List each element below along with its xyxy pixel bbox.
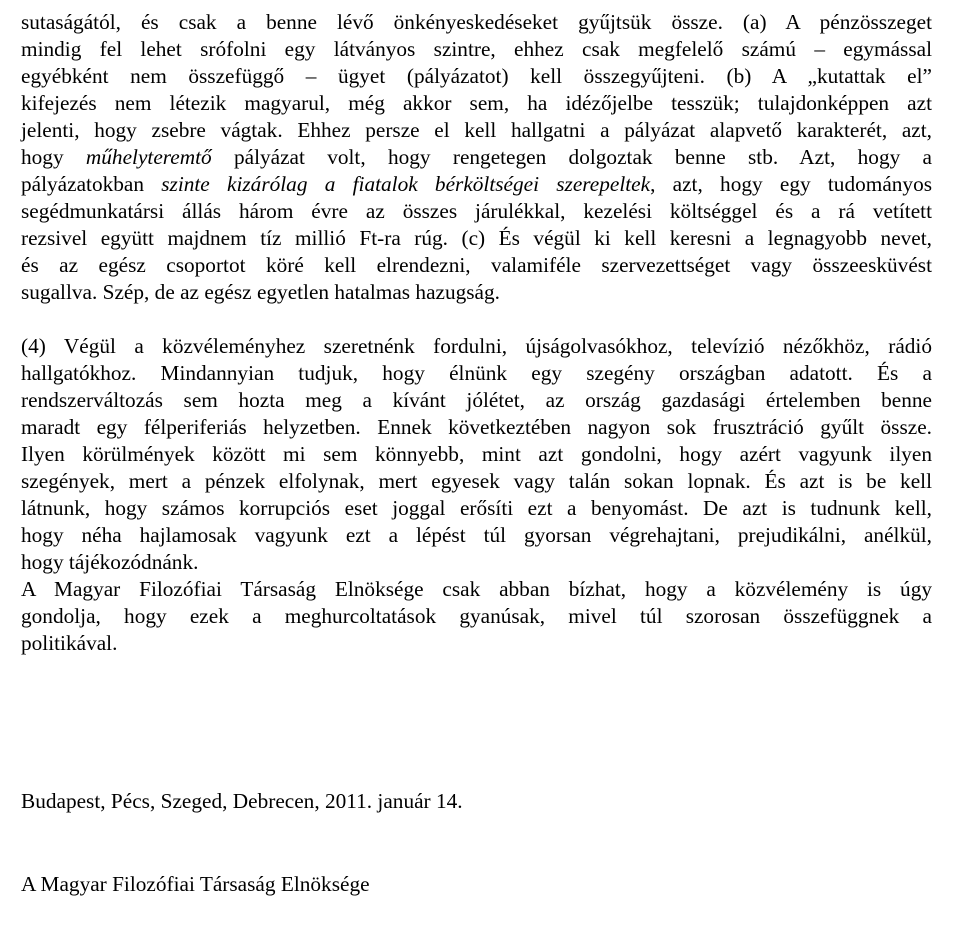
text-segment: segédmunkatársi állás három évre az összes járulékkal, kezelési költséggel és a rá vetített bbox=[21, 199, 932, 223]
text-segment: A Magyar Filozófiai Társaság Elnöksége csak abban bízhat, hogy a közvélemény is úgy bbox=[21, 577, 932, 601]
text-segment: mindig fel lehet srófolni egy látványos szintre, ehhez csak megfelelő számú – egymással bbox=[21, 37, 932, 61]
text-line bbox=[21, 495, 932, 522]
text-segment: politikával. bbox=[21, 631, 118, 655]
text-line bbox=[21, 441, 932, 468]
text-line bbox=[21, 603, 932, 630]
text-segment: gondolja, hogy ezek a meghurcoltatások gyanúsak, mivel túl szorosan összefüggnek a bbox=[21, 604, 932, 628]
text-line bbox=[21, 117, 932, 144]
text-segment: kifejezés nem létezik magyarul, még akkor sem, ha idézőjelbe tesszük; tulajdonképpen azt bbox=[21, 91, 932, 115]
text-line bbox=[21, 144, 932, 171]
text-segment: (4) Végül a közvéleményhez szeretnénk fordulni, újságolvasókhoz, televízió nézőkhöz, rádió bbox=[21, 334, 932, 358]
text-segment: pályázatokban bbox=[21, 172, 162, 196]
text-line bbox=[21, 630, 932, 657]
text-segment: hogy tájékozódnánk. bbox=[21, 550, 199, 574]
text-line bbox=[21, 279, 932, 306]
text-line bbox=[21, 576, 932, 603]
text-line bbox=[21, 333, 932, 360]
text-line bbox=[21, 387, 932, 414]
text-segment: egyébként nem összefüggő – ügyet (pályázatot) kell összegyűjteni. (b) A „kutattak el” bbox=[21, 64, 932, 88]
text-line bbox=[21, 63, 932, 90]
text-line bbox=[21, 9, 932, 36]
italic-text: szinte kizárólag a fiatalok bérköltségei szerepeltek bbox=[161, 172, 651, 196]
text-segment: jelenti, hogy zsebre vágtak. Ehhez persze el kell hallgatni a pályázat alapvető karakterét, azt, bbox=[21, 118, 932, 142]
text-line bbox=[21, 90, 932, 117]
text-segment: hallgatókhoz. Mindannyian tudjuk, hogy élnünk egy szegény országban adatott. És a bbox=[21, 361, 932, 385]
signature: A Magyar Filozófiai Társaság Elnöksége bbox=[21, 872, 370, 896]
text-segment: maradt egy félperiferiás helyzetben. Ennek következtében nagyon sok frusztráció gyűlt össze. bbox=[21, 415, 932, 439]
document-page bbox=[21, 9, 932, 657]
text-segment: hogy bbox=[21, 145, 86, 169]
text-segment: sutaságától, és csak a benne lévő önkényeskedéseket gyűjtsük össze. (a) A pénzösszeget bbox=[21, 10, 932, 34]
paragraph-3 bbox=[21, 9, 932, 306]
text-segment: Ilyen körülmények között mi sem könnyebb, mint azt gondolni, hogy azért vagyunk ilyen bbox=[21, 442, 932, 466]
text-segment: hogy néha hajlamosak vagyunk ezt a lépést túl gyorsan végrehajtani, prejudikálni, anélkül, bbox=[21, 523, 932, 547]
text-line bbox=[21, 414, 932, 441]
paragraph-5 bbox=[21, 576, 932, 657]
text-line bbox=[21, 198, 932, 225]
paragraph-spacer bbox=[21, 306, 932, 333]
place-and-date: Budapest, Pécs, Szeged, Debrecen, 2011. január 14. bbox=[21, 789, 463, 813]
italic-text: műhelyteremtő bbox=[85, 145, 212, 169]
text-line bbox=[21, 360, 932, 387]
text-segment: és az egész csoportot köré kell elrendezni, valamiféle szervezettséget vagy összeesküvést bbox=[21, 253, 932, 277]
text-segment: látnunk, hogy számos korrupciós eset joggal erősíti ezt a benyomást. De azt is tudnunk kell, bbox=[21, 496, 932, 520]
text-line bbox=[21, 225, 932, 252]
paragraph-4 bbox=[21, 333, 932, 576]
text-segment: rezsivel együtt majdnem tíz millió Ft-ra rúg. (c) És végül ki kell keresni a legnagyobb nevet, bbox=[21, 226, 932, 250]
text-segment: rendszerváltozás sem hozta meg a kívánt jólétet, az ország gazdasági értelemben benne bbox=[21, 388, 932, 412]
text-segment: pályázat volt, hogy rengetegen dolgoztak benne stb. Azt, hogy a bbox=[211, 145, 933, 169]
text-segment: sugallva. Szép, de az egész egyetlen hatalmas hazugság. bbox=[21, 280, 500, 304]
text-segment: szegények, mert a pénzek elfolynak, mert egyesek vagy talán sokan lopnak. És azt is be kell bbox=[21, 469, 932, 493]
text-segment: , azt, hogy egy tudományos bbox=[650, 172, 933, 196]
text-line bbox=[21, 549, 932, 576]
text-line bbox=[21, 468, 932, 495]
text-line bbox=[21, 252, 932, 279]
text-line bbox=[21, 171, 932, 198]
text-line bbox=[21, 522, 932, 549]
text-line bbox=[21, 36, 932, 63]
